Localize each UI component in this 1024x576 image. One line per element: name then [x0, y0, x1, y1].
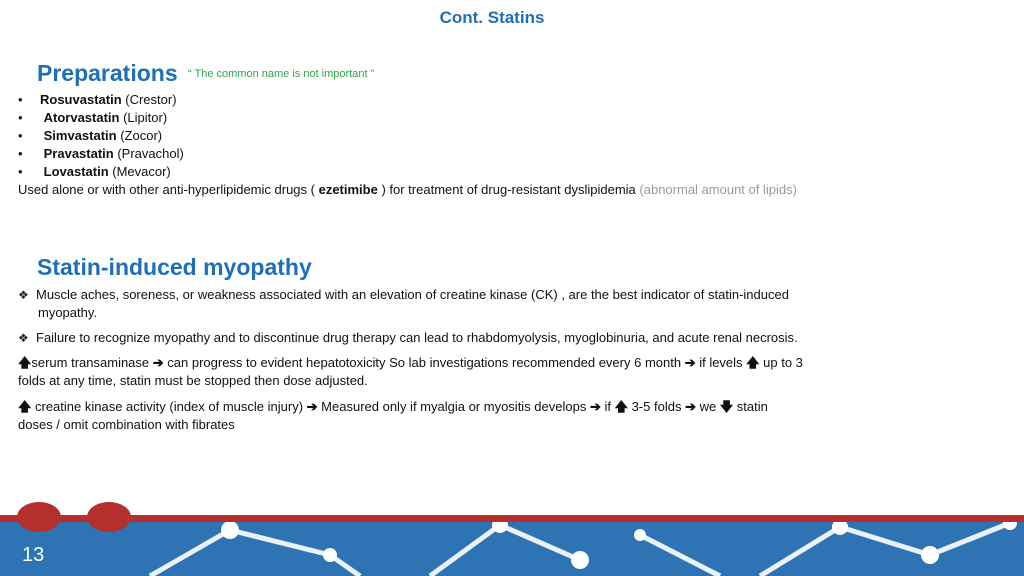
up-arrow-icon: 🡅 [746, 355, 760, 370]
point-text-cont: doses / omit combination with fibrates [18, 417, 235, 432]
footer-band [0, 515, 1024, 576]
text-run: we [695, 399, 720, 414]
drug-name: Pravastatin [43, 146, 114, 161]
text-run: up to 3 [759, 355, 803, 370]
bullet: • [18, 128, 23, 143]
point-text: Failure to recognize myopathy and to discontinue drug therapy can lead to rhabdomyolysis, myoglobinuria, and acute renal necrosis. [36, 330, 798, 345]
text-run: can progress to evident hepatotoxicity So lab investigations recommended every 6 month [163, 355, 685, 370]
text-run: statin [733, 399, 768, 414]
brand-name: (Crestor) [121, 92, 177, 107]
right-arrow-icon: ➔ [685, 399, 696, 414]
down-arrow-icon: 🡇 [719, 399, 734, 414]
up-arrow-icon: 🡅 [18, 399, 32, 414]
text-run: if [600, 399, 615, 414]
list-item [18, 109, 797, 127]
brand-name: (Zocor) [116, 128, 163, 143]
brand-name: (Pravachol) [113, 146, 184, 161]
usage-gray-note: (abnormal amount of lipids) [639, 182, 797, 197]
drug-name: Rosuvastatin [40, 92, 122, 107]
preparations-note: “ The common name is not important ” [188, 68, 375, 80]
drug-name: Lovastatin [43, 164, 109, 179]
text-run: serum transaminase [31, 355, 153, 370]
brand-name: (Mevacor) [108, 164, 171, 179]
preparations-list [18, 91, 797, 199]
preparations-heading: Preparations [37, 60, 178, 86]
molecule-pattern-icon [0, 515, 1024, 576]
bullet: • [18, 146, 23, 161]
list-item [18, 145, 797, 163]
point-text: Muscle aches, soreness, or weakness associated with an elevation of creatine kinase (CK) , are the best indicator of statin-induced [36, 287, 789, 302]
usage-suffix: ) for treatment of drug-resistant dyslipidemia [377, 182, 640, 197]
myopathy-point-3 [18, 354, 803, 390]
myopathy-point-2 [18, 329, 798, 347]
list-item [18, 163, 797, 181]
footer-red-bar [0, 515, 1024, 522]
text-run: creatine kinase activity (index of muscle injury) [31, 399, 307, 414]
right-arrow-icon: ➔ [684, 355, 696, 370]
drug-name: Simvastatin [43, 128, 117, 143]
list-item [18, 127, 797, 145]
bullet: • [18, 92, 23, 107]
right-arrow-icon: ➔ [306, 399, 318, 414]
page-number: 13 [22, 544, 45, 566]
list-item [18, 91, 797, 109]
diamond-bullet-icon: ❖ [18, 331, 29, 345]
usage-text [18, 181, 797, 199]
myopathy-heading: Statin-induced myopathy [37, 254, 312, 280]
text-run: if levels [695, 355, 747, 370]
right-arrow-icon: ➔ [152, 355, 164, 370]
red-dot-right [87, 502, 131, 532]
myopathy-point-1 [18, 286, 789, 322]
point-text-cont: myopathy. [38, 305, 98, 320]
usage-prefix: Used alone or with other anti-hyperlipidemic drugs ( [18, 182, 319, 197]
text-run: 3-5 folds [627, 399, 686, 414]
up-arrow-icon: 🡅 [18, 355, 32, 370]
usage-drug: ezetimibe [318, 182, 378, 197]
text-run: Measured only if myalgia or myositis develops [317, 399, 590, 414]
right-arrow-icon: ➔ [589, 399, 601, 414]
diamond-bullet-icon: ❖ [18, 288, 29, 302]
up-arrow-icon: 🡅 [614, 399, 628, 414]
brand-name: (Lipitor) [119, 110, 168, 125]
point-text-cont: folds at any time, statin must be stopped then dose adjusted. [18, 373, 368, 388]
drug-name: Atorvastatin [43, 110, 120, 125]
myopathy-point-4 [18, 398, 768, 434]
slide-title: Cont. Statins [439, 8, 545, 27]
red-dot-left [17, 502, 61, 532]
bullet: • [18, 110, 23, 125]
bullet: • [18, 164, 23, 179]
